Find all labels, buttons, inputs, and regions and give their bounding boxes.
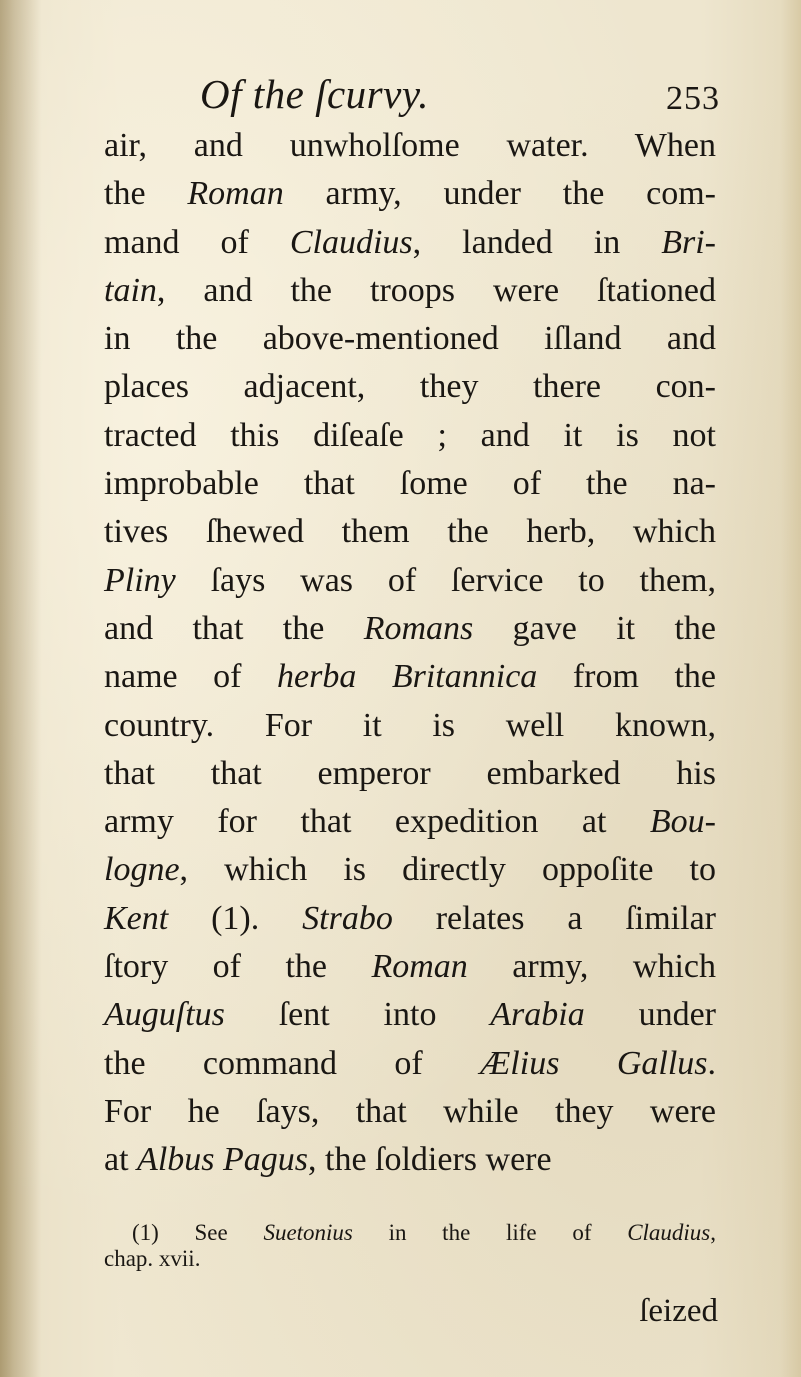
italic-run: herba Britannica <box>277 658 538 696</box>
text-run: tives ſhewed them the herb, which <box>104 513 716 551</box>
page-number: 253 <box>666 80 720 117</box>
text-line <box>104 363 716 411</box>
text-run: relates a ſimilar <box>392 899 716 937</box>
text-line <box>104 605 716 653</box>
text-line <box>104 895 716 943</box>
text-run: country. For it is well known, <box>104 706 716 744</box>
italic-run: Roman <box>371 948 468 986</box>
body-text <box>104 122 716 1185</box>
text-run: army, which <box>467 948 716 986</box>
text-run: at <box>104 1141 138 1179</box>
italic-run: Bou- <box>649 803 716 841</box>
text-line <box>104 798 716 846</box>
italic-run: logne <box>104 851 180 889</box>
italic-run: Auguſtus <box>104 996 225 1034</box>
text-run: , and the troops were ſtationed <box>156 271 716 309</box>
text-line <box>104 219 716 267</box>
text-run: under <box>584 996 716 1034</box>
italic-run: Bri- <box>661 223 717 261</box>
text-run: tracted this diſeaſe ; and it is not <box>104 416 716 454</box>
text-line <box>104 1136 716 1184</box>
text-run: and that the <box>104 609 364 647</box>
text-run: mand of <box>104 223 290 261</box>
text-line <box>104 846 716 894</box>
text-run: ſtory of the <box>104 948 372 986</box>
text-run: army for that expedition at <box>104 803 650 841</box>
text-run: army, under the com- <box>283 175 716 213</box>
text-run: , landed in <box>412 223 662 261</box>
italic-run: Suetonius <box>263 1220 353 1245</box>
text-run: in the life of <box>352 1220 628 1245</box>
catchword: ſeized <box>639 1293 718 1329</box>
text-run: in the above-mentioned iſland and <box>104 320 716 358</box>
page-header <box>200 70 720 120</box>
gutter-shadow <box>0 0 42 1377</box>
text-run: . <box>707 1044 716 1082</box>
text-line <box>104 557 716 605</box>
text-line <box>104 460 716 508</box>
text-line <box>104 1040 716 1088</box>
text-run: (1). <box>168 899 303 937</box>
text-run: that that emperor embarked his <box>104 754 716 792</box>
text-line <box>104 412 716 460</box>
italic-run: Albus Pagus <box>137 1141 308 1179</box>
text-run: (1) See <box>132 1220 264 1245</box>
italic-run: tain <box>104 271 157 309</box>
text-run: ſent into <box>224 996 491 1034</box>
text-run: , which is directly oppoſite to <box>179 851 716 889</box>
italic-run: Strabo <box>302 899 393 937</box>
italic-run: Ælius Gallus <box>480 1044 708 1082</box>
text-run: name of <box>104 658 278 696</box>
text-line <box>104 1088 716 1136</box>
text-line <box>104 508 716 556</box>
text-line <box>104 991 716 1039</box>
text-run: ſays was of ſervice to them, <box>175 561 716 599</box>
text-run: gave it the <box>473 609 716 647</box>
text-run: , the ſoldiers were <box>308 1141 552 1179</box>
text-run: , <box>710 1220 717 1245</box>
italic-run: Pliny <box>104 561 176 599</box>
text-line <box>104 943 716 991</box>
text-run: from the <box>537 658 716 696</box>
text-run: improbable that ſome of the na- <box>104 465 716 503</box>
text-run: chap. xvii. <box>104 1246 201 1271</box>
text-run: air, and unwholſome water. When <box>104 127 716 164</box>
italic-run: Arabia <box>490 996 585 1034</box>
text-line <box>104 750 716 798</box>
footnote-line <box>104 1246 716 1272</box>
text-line <box>104 170 716 218</box>
text-line <box>104 267 716 315</box>
footnote-line <box>104 1220 716 1246</box>
italic-run: Claudius <box>289 223 413 261</box>
text-line <box>104 702 716 750</box>
italic-run: Roman <box>187 175 284 213</box>
italic-run: Claudius <box>627 1220 711 1245</box>
running-title: Of the ſcurvy. <box>200 71 430 117</box>
text-line <box>104 315 716 363</box>
text-run: places adjacent, they there con- <box>104 368 716 406</box>
italic-run: Kent <box>104 899 169 937</box>
text-run: the command of <box>104 1044 481 1082</box>
footnote <box>104 1220 716 1272</box>
text-line <box>104 122 716 170</box>
text-run: the <box>104 175 188 213</box>
text-run: For he ſays, that while they were <box>104 1092 716 1130</box>
text-line <box>104 653 716 701</box>
italic-run: Romans <box>363 609 474 647</box>
